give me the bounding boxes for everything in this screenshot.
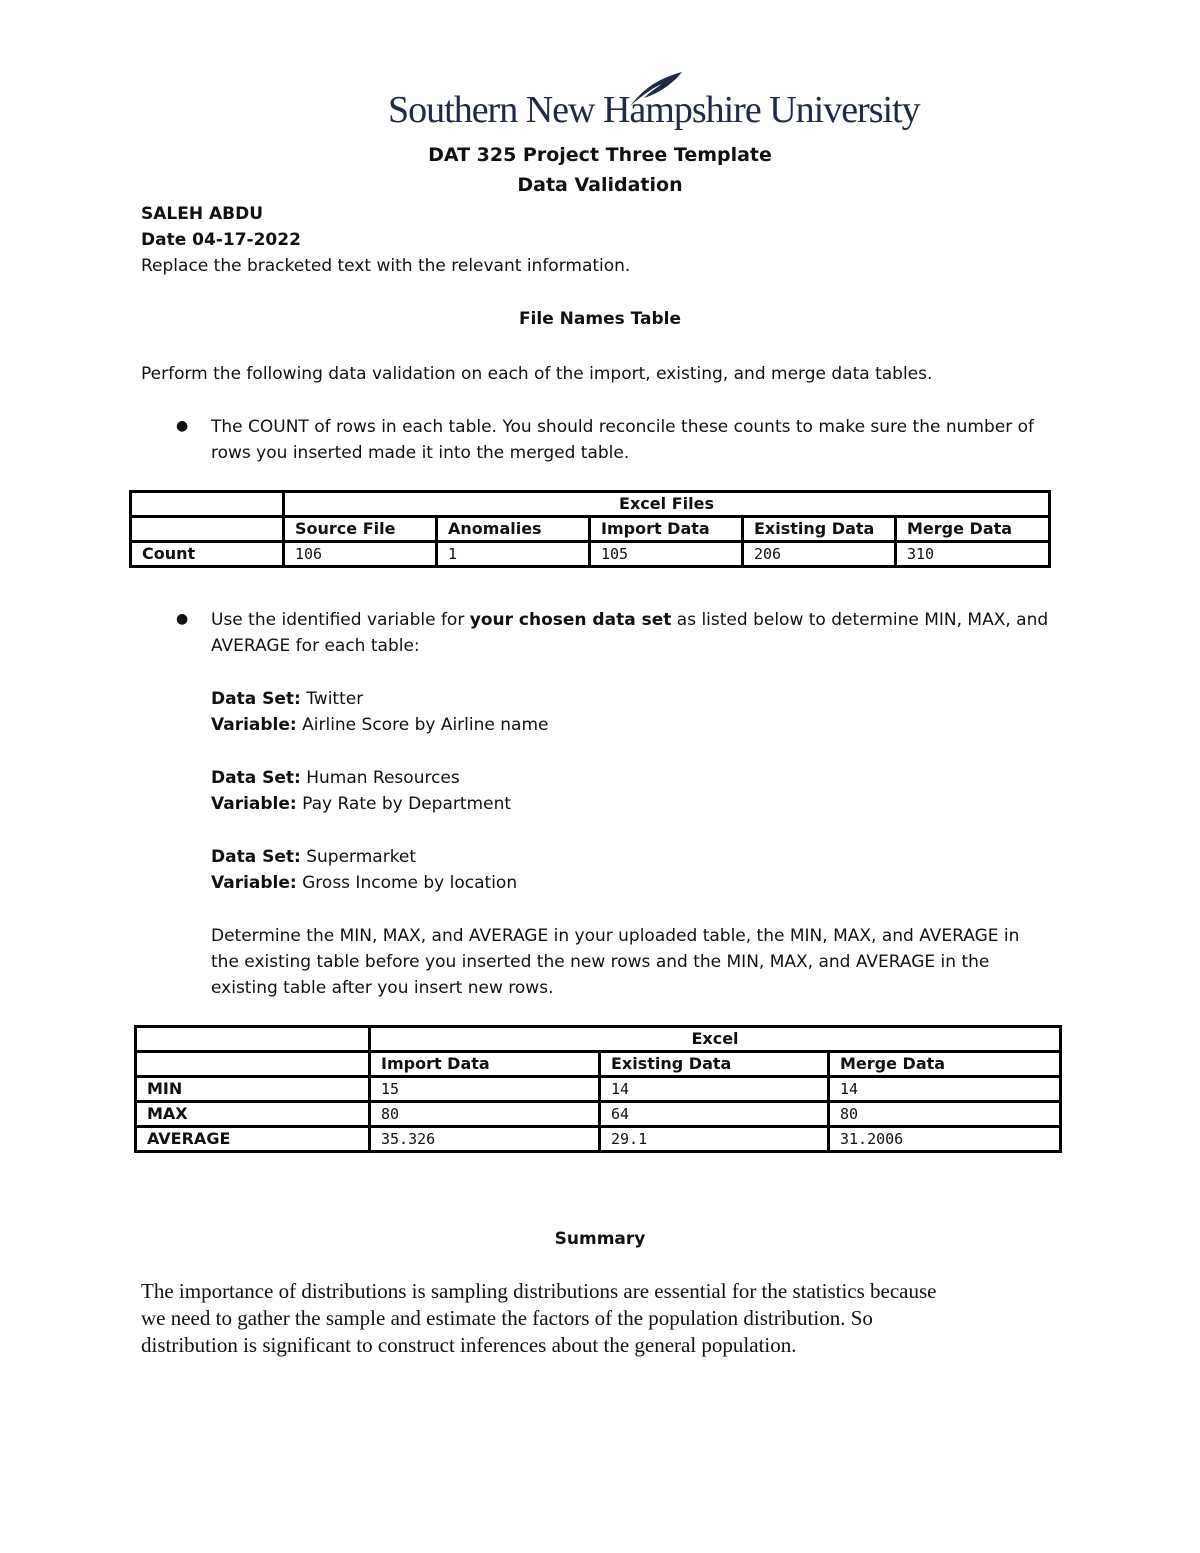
row-label: AVERAGE [136,1127,370,1152]
dataset-value: Supermarket [300,847,417,867]
column-header: Import Data [370,1052,600,1077]
summary-line1: The importance of distributions is sampling distributions are essential for the statistics because [141,1279,937,1303]
variable-value: Pay Rate by Department [296,794,512,814]
count-table [129,490,1051,568]
table-cell: 31.2006 [829,1127,1061,1152]
table-cell: 80 [829,1102,1061,1127]
dataset-value: Twitter [300,689,364,709]
count-table-header-row [131,517,1050,542]
empty-cell [136,1052,370,1077]
empty-cell [131,517,284,542]
variable-label: Variable: [211,715,297,735]
table-cell: 35.326 [370,1127,600,1152]
table-cell: 80 [370,1102,600,1127]
table-cell: 15 [370,1077,600,1102]
bullet-bold-text: your chosen data set [469,610,672,630]
author-name: SALEH ABDU [141,204,264,224]
determine-line3: existing table after you insert new rows. [211,978,554,998]
column-header: Source File [284,517,437,542]
variable-line [211,791,511,817]
validation-intro: Perform the following data validation on each of the import, existing, and merge data tables. [141,364,933,384]
table-row [136,1127,1061,1152]
column-header: Existing Data [743,517,896,542]
column-header: Existing Data [600,1052,829,1077]
dataset-value: Human Resources [300,768,460,788]
row-label: MAX [136,1102,370,1127]
bullet-text: Use the identified variable for [211,610,470,630]
variable-line [211,712,548,738]
bullet-count-line1: The COUNT of rows in each table. You should reconcile these counts to make sure the number of [211,417,1034,437]
university-logo [388,70,920,140]
determine-line2: the existing table before you inserted the new rows and the MIN, MAX, and AVERAGE in the [211,952,990,972]
row-label: Count [131,542,284,567]
table-cell: 310 [896,542,1050,567]
table-cell: 29.1 [600,1127,829,1152]
table-row [131,542,1050,567]
document-date: Date 04-17-2022 [141,230,301,250]
variable-label: Variable: [211,873,297,893]
document-title: DAT 325 Project Three Template [428,144,772,166]
column-header: Merge Data [896,517,1050,542]
dataset-line [211,765,460,791]
variable-line [211,870,517,896]
table-row [136,1102,1061,1127]
excel-files-header: Excel Files [284,492,1050,517]
bullet-marker: ● [176,418,189,434]
file-names-heading: File Names Table [518,309,682,329]
bullet-marker: ● [176,611,189,627]
summary-line2: we need to gather the sample and estimate the factors of the population distribution. So [141,1306,873,1330]
summary-heading: Summary [554,1229,646,1249]
feather-icon [626,70,686,110]
stats-table-header-row [136,1052,1061,1077]
column-header: Anomalies [437,517,590,542]
document-subtitle: Data Validation [517,174,683,196]
bullet-text: as listed below to determine MIN, MAX, and [671,610,1049,630]
dataset-label: Data Set: [211,768,301,788]
variable-label: Variable: [211,794,297,814]
row-label: MIN [136,1077,370,1102]
determine-line1: Determine the MIN, MAX, and AVERAGE in your uploaded table, the MIN, MAX, and AVERAGE in [211,926,1020,946]
table-row [136,1077,1061,1102]
stats-table [134,1025,1062,1153]
count-table-group-row [131,492,1050,517]
summary-line3: distribution is significant to construct inferences about the general population. [141,1333,797,1357]
table-cell: 1 [437,542,590,567]
dataset-line [211,844,416,870]
logo-wordmark: Southern New Hampshire University [388,89,920,131]
table-cell: 14 [600,1077,829,1102]
table-cell: 64 [600,1102,829,1127]
instruction-text: Replace the bracketed text with the relevant information. [141,256,631,276]
dataset-line [211,686,363,712]
table-cell: 105 [590,542,743,567]
bullet-count-line2: rows you inserted made it into the merged table. [211,443,630,463]
column-header: Merge Data [829,1052,1061,1077]
dataset-label: Data Set: [211,689,301,709]
column-header: Import Data [590,517,743,542]
table-cell: 14 [829,1077,1061,1102]
excel-header: Excel [370,1027,1061,1052]
bullet-variable-line2: AVERAGE for each table: [211,636,420,656]
table-cell: 206 [743,542,896,567]
variable-value: Gross Income by location [296,873,518,893]
dataset-label: Data Set: [211,847,301,867]
stats-table-group-row [136,1027,1061,1052]
table-cell: 106 [284,542,437,567]
variable-value: Airline Score by Airline name [296,715,549,735]
empty-cell [131,492,284,517]
empty-cell [136,1027,370,1052]
bullet-variable-line1 [211,607,1048,633]
